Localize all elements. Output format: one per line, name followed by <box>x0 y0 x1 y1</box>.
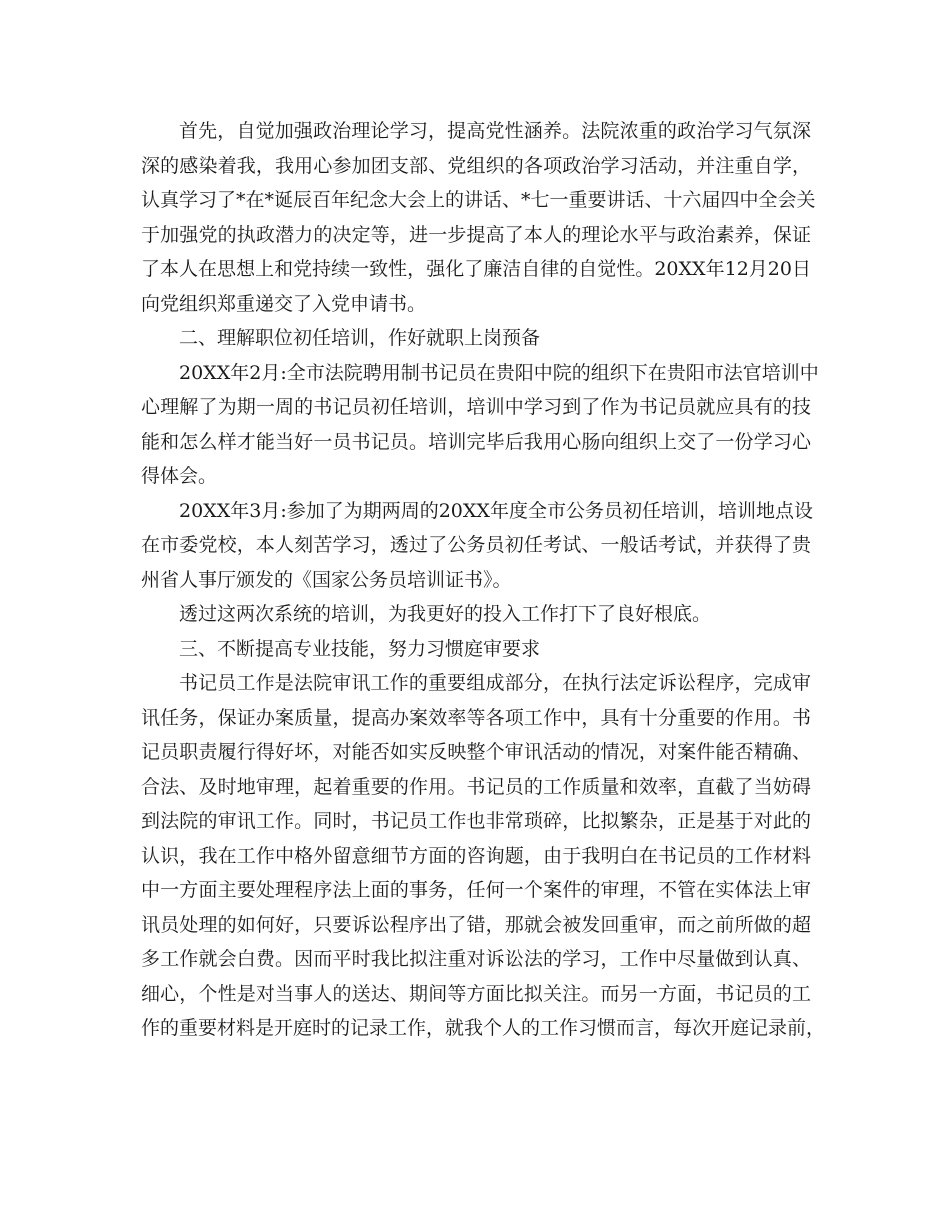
paragraph-line: 中一方面主要处理程序法上面的事务，任何一个案件的审理，不管在实体法上审 <box>141 879 811 901</box>
paragraph-line: 20XX年2月:全市法院聘用制书记员在贵阳中院的组织下在贵阳市法官培训中 <box>179 361 819 384</box>
paragraph-line: 州省人事厅颁发的《国家公务员培训证书》。 <box>141 568 512 591</box>
paragraph-line: 到法院的审讯工作。同时，书记员工作也非常琐碎，比拟繁杂，正是基于对此的 <box>141 810 811 832</box>
paragraph-line: 了本人在思想上和党持续一致性，强化了廉洁自律的自觉性。20XX年12月20日 <box>141 258 811 280</box>
paragraph-line: 在市委党校，本人刻苦学习，透过了公务员初任考试、一般话考试，并获得了贵 <box>141 534 811 556</box>
section-heading: 二、理解职位初任培训，作好就职上岗预备 <box>179 327 541 349</box>
section-heading: 三、不断提高专业技能，努力习惯庭审要求 <box>179 637 541 660</box>
paragraph-line: 书记员工作是法院审讯工作的重要组成部分，在执行法定诉讼程序，完成审 <box>179 672 811 694</box>
paragraph-line: 认识，我在工作中格外留意细节方面的咨询题，由于我明白在书记员的工作材料 <box>141 844 811 867</box>
paragraph-line: 于加强党的执政潜力的决定等，进一步提高了本人的理论水平与政治素养，保证 <box>141 223 811 246</box>
paragraph-line: 20XX年3月:参加了为期两周的20XX年度全市公务员初任培训，培训地点设 <box>179 499 813 522</box>
paragraph-line: 讯员处理的如何好，只要诉讼程序出了错，那就会被发回重审，而之前所做的超 <box>141 913 811 936</box>
paragraph-line: 能和怎么样才能当好一员书记员。培训完毕后我用心肠向组织上交了一份学习心 <box>141 430 811 453</box>
paragraph-line: 深的感染着我，我用心参加团支部、党组织的各项政治学习活动，并注重自学， <box>141 154 811 177</box>
paragraph-line: 认真学习了*在*诞辰百年纪念大会上的讲话、*七一重要讲话、十六届四中全会关 <box>141 189 816 211</box>
paragraph-line: 得体会。 <box>141 465 218 487</box>
paragraph-line: 透过这两次系统的培训，为我更好的投入工作打下了良好根底。 <box>179 603 712 625</box>
paragraph-line: 合法、及时地审理，起着重要的作用。书记员的工作质量和效率，直截了当妨碍 <box>141 775 811 798</box>
paragraph-line: 记员职责履行得好坏，对能否如实反映整个审讯活动的情况，对案件能否精确、 <box>141 741 811 763</box>
paragraph-line: 向党组织郑重递交了入党申请书。 <box>141 292 427 315</box>
paragraph-line: 多工作就会白费。因而平时我比拟注重对诉讼法的学习，工作中尽量做到认真、 <box>141 948 811 970</box>
paragraph-line: 心理解了为期一周的书记员初任培训，培训中学习到了作为书记员就应具有的技 <box>141 396 811 418</box>
document-body <box>141 114 826 1046</box>
paragraph-line: 作的重要材料是开庭时的记录工作，就我个人的工作习惯而言，每次开庭记录前， <box>141 1017 826 1039</box>
paragraph-line: 讯任务，保证办案质量，提高办案效率等各项工作中，具有十分重要的作用。书 <box>141 706 811 729</box>
paragraph-line: 首先，自觉加强政治理论学习，提高党性涵养。法院浓重的政治学习气氛深 <box>179 120 811 142</box>
paragraph-line: 细心，个性是对当事人的送达、期间等方面比拟关注。而另一方面，书记员的工 <box>141 982 811 1005</box>
